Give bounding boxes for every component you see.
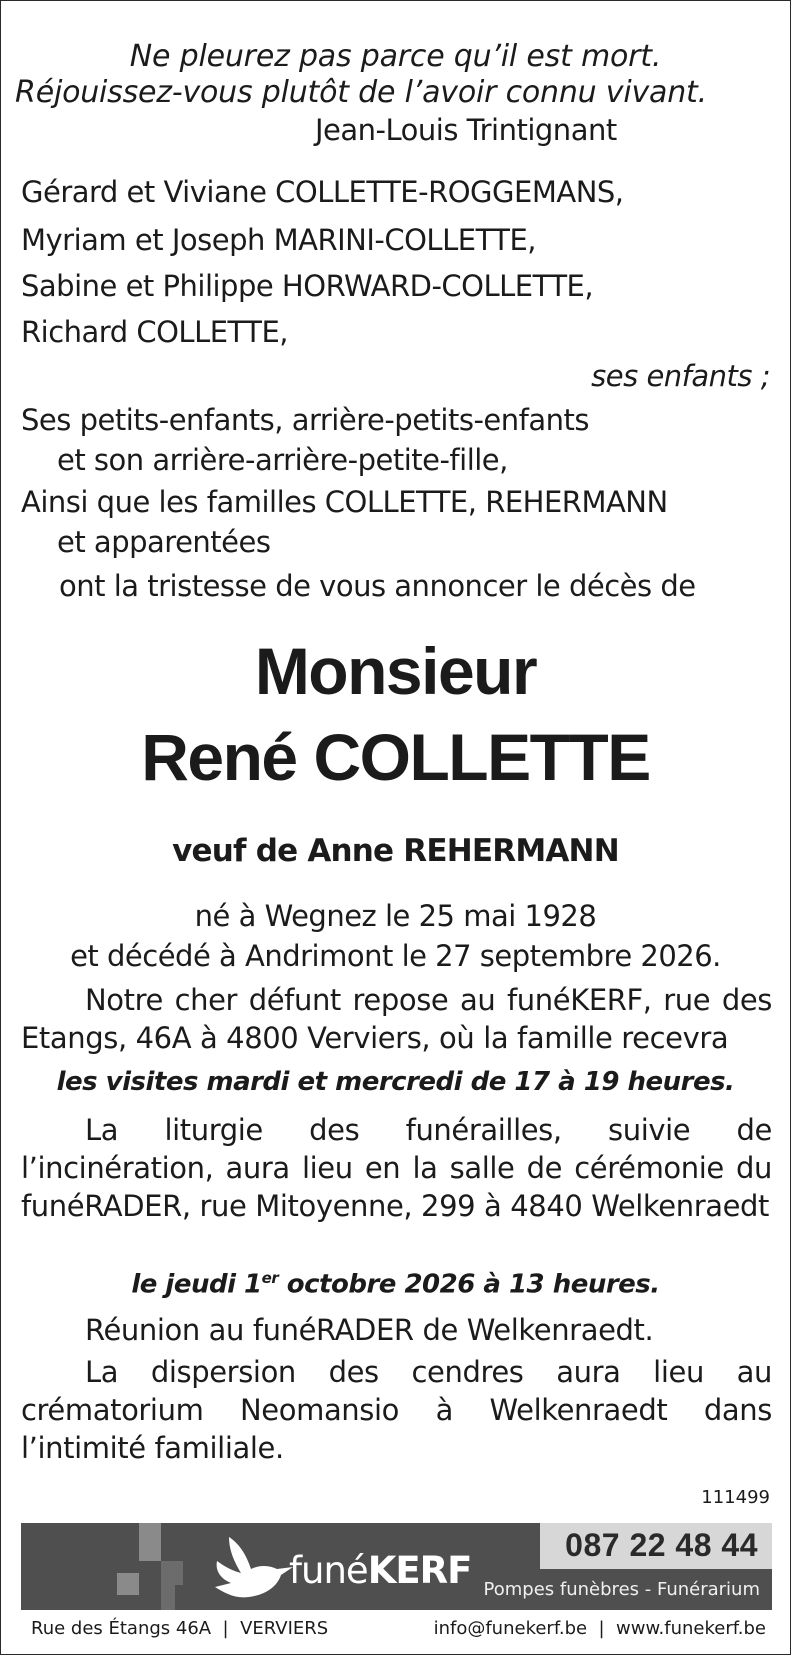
announcement-line: ont la tristesse de vous annoncer le décès de bbox=[59, 569, 696, 603]
footer-contact: info@funekerf.be | www.funekerf.be bbox=[433, 1618, 766, 1639]
quote-line-2: Réjouissez-vous plutôt de l’avoir connu vivant. bbox=[15, 75, 707, 110]
family-line: Myriam et Joseph MARINI-COLLETTE, bbox=[21, 223, 537, 257]
liturgy-paragraph bbox=[21, 1111, 772, 1225]
brand-light: funé bbox=[289, 1549, 368, 1592]
funeral-home-banner bbox=[21, 1523, 772, 1610]
death-line: et décédé à Andrimont le 27 septembre 2026. bbox=[70, 939, 721, 973]
decor-square bbox=[139, 1523, 161, 1561]
rest-paragraph bbox=[21, 981, 772, 1057]
reference-number: 111499 bbox=[701, 1487, 770, 1508]
decor-square bbox=[161, 1561, 183, 1585]
decor-square bbox=[161, 1585, 175, 1610]
footer-address: Rue des Étangs 46A | VERVIERS bbox=[31, 1618, 329, 1639]
date-sup: er bbox=[261, 1269, 279, 1287]
phone-box bbox=[540, 1523, 772, 1569]
rest-text: Notre cher défunt repose au funéKERF, rue des Etangs, 46A à 4800 Verviers, où la famille recevra bbox=[21, 983, 772, 1055]
dove-icon bbox=[207, 1535, 297, 1603]
families-line-2: et apparentées bbox=[57, 525, 271, 559]
deceased-name: René COLLETTE bbox=[141, 720, 650, 794]
tagline: Pompes funèbres - Funérarium bbox=[483, 1579, 760, 1600]
birth-line: né à Wegnez le 25 mai 1928 bbox=[194, 899, 597, 933]
brand-bold: KERF bbox=[367, 1549, 472, 1592]
quote-line-1: Ne pleurez pas parce qu’il est mort. bbox=[129, 39, 662, 74]
brand-logo bbox=[289, 1549, 471, 1592]
date-pre: le jeudi 1 bbox=[131, 1269, 262, 1300]
widower-line: veuf de Anne REHERMANN bbox=[172, 833, 619, 869]
visits-line: les visites mardi et mercredi de 17 à 19 heures. bbox=[56, 1067, 735, 1097]
dispersion-text: La dispersion des cendres aura lieu au crématorium Neomansio à Welkenraedt dans l’intimité familiale. bbox=[21, 1355, 772, 1465]
ceremony-date bbox=[1, 1269, 790, 1300]
liturgy-text: La liturgie des funérailles, suivie de l’incinération, aura lieu en la salle de cérémonie du funéRADER, rue Mitoyenne, 299 à 4840 Welkenraedt bbox=[21, 1113, 772, 1223]
family-line: Richard COLLETTE, bbox=[21, 315, 289, 349]
meeting-paragraph bbox=[21, 1311, 772, 1349]
decor-square bbox=[117, 1573, 139, 1595]
dispersion-paragraph bbox=[21, 1353, 772, 1467]
meeting-text: Réunion au funéRADER de Welkenraedt. bbox=[85, 1313, 654, 1347]
grandchildren-line-2: et son arrière-arrière-petite-fille, bbox=[57, 443, 508, 477]
grandchildren-line-1: Ses petits-enfants, arrière-petits-enfants bbox=[21, 403, 589, 437]
quote-author: Jean-Louis Trintignant bbox=[315, 113, 617, 147]
children-label: ses enfants ; bbox=[591, 359, 770, 393]
phone-number: 087 22 48 44 bbox=[565, 1527, 758, 1563]
families-line-1: Ainsi que les familles COLLETTE, REHERMANN bbox=[21, 485, 668, 519]
date-post: octobre 2026 à 13 heures. bbox=[278, 1269, 660, 1300]
deceased-title: Monsieur bbox=[254, 634, 537, 708]
family-line: Gérard et Viviane COLLETTE-ROGGEMANS, bbox=[21, 175, 624, 209]
family-line: Sabine et Philippe HORWARD-COLLETTE, bbox=[21, 269, 594, 303]
